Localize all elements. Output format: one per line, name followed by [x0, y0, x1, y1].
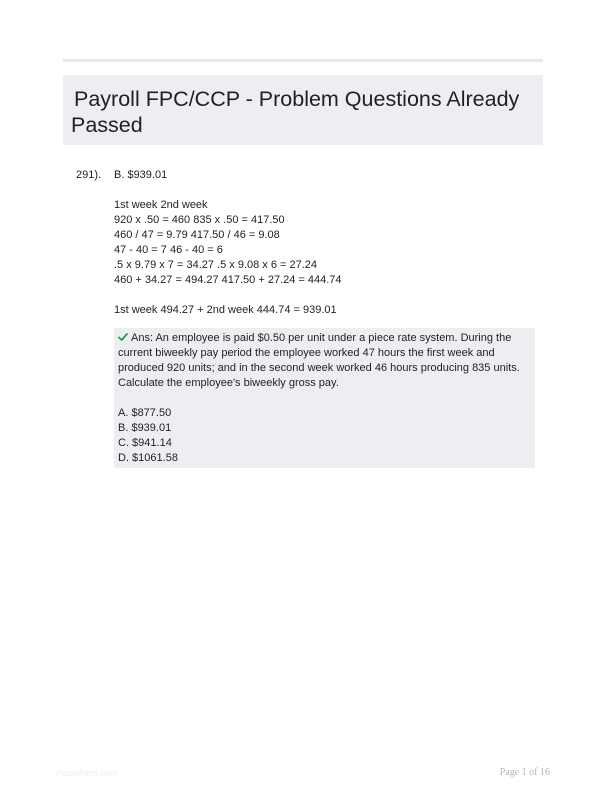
page-title-line-1: Payroll FPC/CCP - Problem Questions Already — [74, 87, 520, 111]
title-banner — [63, 75, 543, 145]
option-item: D. $1061.58 — [118, 452, 178, 464]
option-item: B. $939.01 — [118, 422, 172, 434]
question-number: 291). — [76, 169, 102, 181]
work-line: .5 x 9.79 x 7 = 34.27 .5 x 9.08 x 6 = 27.24 — [114, 259, 318, 271]
check-icon — [118, 332, 128, 342]
work-line: 460 + 34.27 = 494.27 417.50 + 27.24 = 444.74 — [114, 274, 342, 286]
option-item: C. $941.14 — [118, 437, 172, 449]
footer-watermark: PaperNibs.com — [56, 768, 118, 778]
answer-question-text: Ans: An employee is paid $0.50 per unit under a piece rate system. During the current biweekly pay period the employee worked 47 hours the first week and produced 920 units; and in the second week worked 46 hours producing 835 units. Calculate the employee's biweekly gross pay. — [118, 332, 520, 389]
answer-box — [114, 328, 535, 468]
work-line: 1st week 2nd week — [114, 199, 208, 211]
answer-text-paragraph — [118, 331, 531, 391]
work-line: 920 x .50 = 460 835 x .50 = 417.50 — [114, 214, 285, 226]
page-number: Page 1 of 16 — [499, 767, 550, 778]
work-line: 460 / 47 = 9.79 417.50 / 46 = 9.08 — [114, 229, 280, 241]
answer-choice: B. $939.01 — [114, 169, 168, 181]
work-line: 47 - 40 = 7 46 - 40 = 6 — [114, 244, 223, 256]
question-content — [114, 168, 534, 318]
option-item: A. $877.50 — [118, 407, 172, 419]
page-title — [71, 86, 533, 138]
total-line: 1st week 494.27 + 2nd week 444.74 = 939.01 — [114, 304, 337, 316]
top-divider — [63, 59, 543, 62]
page-title-line-2: Passed — [71, 113, 143, 137]
